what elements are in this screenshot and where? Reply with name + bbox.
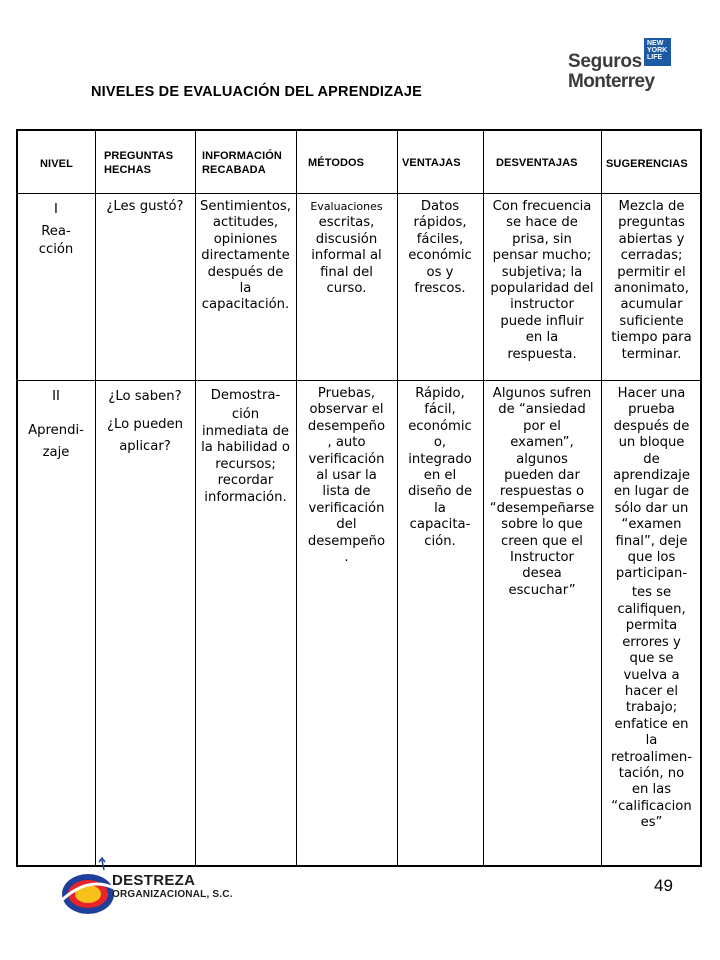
row-2-ventajas: Rápido, fácil, económic o, integrado en el diseño de la capacita- ción. [407, 386, 473, 549]
destreza-organizacional-logo [58, 856, 233, 922]
row-2-desventajas: Algunos sufren de “ansiedad por el examen”, algunos pueden dar respuestas o “desempeñarse sobre lo que creen que el Instructor desea escuchar” [489, 386, 595, 598]
row-2-informacion: Demostra- ción inmediata de la habilidad o recursos; recordar información. [201, 388, 290, 505]
header-ventajas: VENTAJAS [402, 157, 461, 169]
seguros-monterrey-logo [568, 38, 672, 96]
new-york-life-badge: NEW YORK LIFE [644, 38, 671, 66]
row-2-sugerencias: Hacer una prueba después de un bloque de aprendizaje en lugar de sólo dar un “examen final”, deje que los participan- tes se califiquen, permita errores y que se vuelva a hacer el trabajo; enfatice en la retroalimen- tación, no en las “calificacion es” [610, 386, 693, 831]
header-nivel: NIVEL [40, 158, 73, 170]
page-number: 49 [654, 876, 673, 895]
brand-line-1: DESTREZA [112, 872, 196, 889]
row-2-nivel: II Aprendi- zaje [28, 389, 84, 460]
row-1-desventajas: Con frecuencia se hace de prisa, sin pensar mucho; subjetiva; la popularidad del instructor puede influir en la respuesta. [490, 199, 594, 362]
row-2-metodos: Pruebas, observar el desempeño , auto verificación al usar la lista de verificación del desempeño . [307, 386, 386, 566]
row-2-preguntas: ¿Lo saben? ¿Lo pueden aplicar? [106, 389, 184, 454]
brand-line-2: ORGANIZACIONAL, S.C. [112, 889, 233, 900]
header-metodos: MÉTODOS [308, 157, 365, 169]
page-title: NIVELES DE EVALUACIÓN DEL APRENDIZAJE [91, 84, 423, 100]
row-1-metodos: Evaluaciones escritas, discusión informal al final del curso. [310, 200, 383, 297]
row-1-nivel: I Rea- cción [38, 202, 74, 257]
row-1-informacion: Sentimientos, actitudes, opiniones directamente después de la capacitación. [200, 199, 291, 313]
row-divider [16, 193, 702, 194]
destreza-emblem-icon [58, 856, 118, 922]
logo-line-1: Seguros [568, 51, 642, 72]
header-informacion: INFORMACIÓN RECABADA [202, 150, 282, 176]
row-1-sugerencias: Mezcla de preguntas abiertas y cerradas; permitir el anonimato, acumular suficiente tiempo para terminar. [611, 199, 692, 362]
row-1-ventajas: Datos rápidos, fáciles, económic os y frescos. [408, 199, 472, 297]
logo-line-2: Monterrey [568, 71, 655, 92]
header-preguntas: PREGUNTAS HECHAS [104, 150, 174, 176]
header-desventajas: DESVENTAJAS [496, 157, 578, 169]
header-sugerencias: SUGERENCIAS [606, 158, 688, 170]
row-divider [16, 380, 702, 381]
row-1-preguntas: ¿Les gustó? [106, 199, 184, 214]
